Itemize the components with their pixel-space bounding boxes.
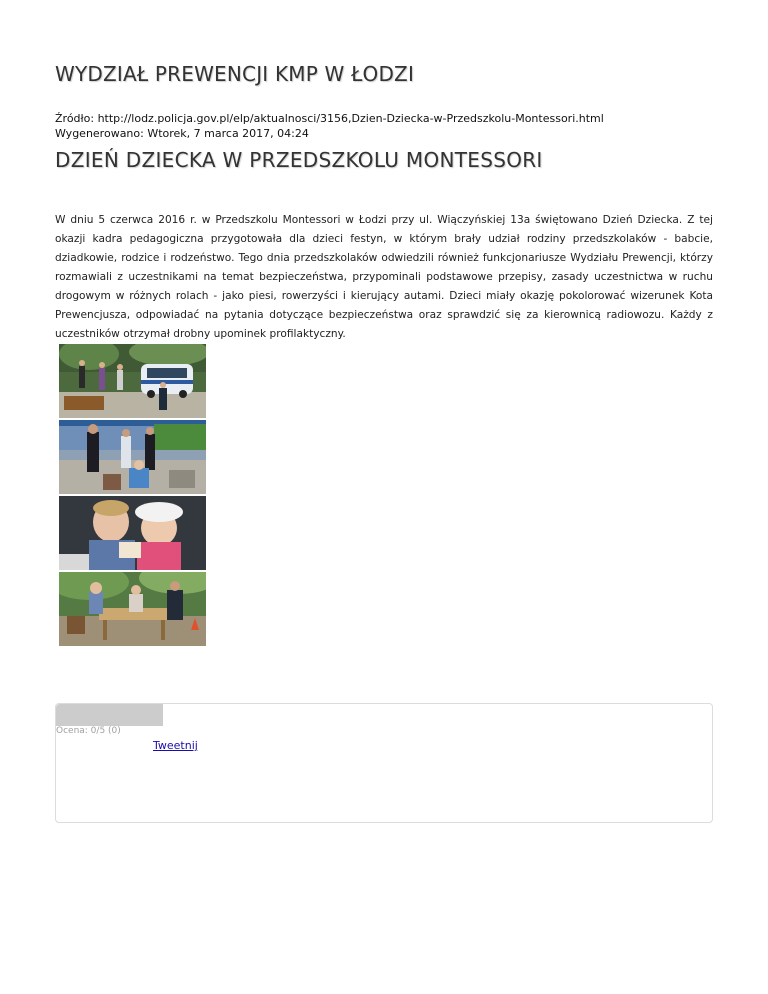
photo-gallery [59, 344, 206, 648]
photo-police-car-festival[interactable] [59, 344, 206, 418]
source-info [55, 111, 604, 141]
article-title: DZIEŃ DZIECKA W PRZEDSZKOLU MONTESSORI [55, 148, 543, 172]
photo-children-close-up[interactable] [59, 496, 206, 570]
photo-officers-with-children-image [59, 420, 206, 494]
site-title: WYDZIAŁ PREWENCJI KMP W ŁODZI [55, 62, 415, 86]
photo-children-close-up-image [59, 496, 206, 570]
photo-officers-with-children[interactable] [59, 420, 206, 494]
rating-label: Ocena: 0/5 (0) [56, 726, 121, 736]
generated-date: Wygenerowano: Wtorek, 7 marca 2017, 04:24 [55, 127, 309, 140]
source-url: Źródło: http://lodz.policja.gov.pl/elp/aktualnosci/3156,Dzien-Dziecka-w-Przedszkolu-Montessori.html [55, 112, 604, 125]
rating-panel [55, 703, 713, 823]
photo-children-coloring-table-image [59, 572, 206, 646]
photo-police-car-festival-image [59, 344, 206, 418]
photo-children-coloring-table[interactable] [59, 572, 206, 646]
article-body: W dniu 5 czerwca 2016 r. w Przedszkolu Montessori w Łodzi przy ul. Wiączyńskiej 13a świętowano Dzień Dziecka. Z tej okazji kadra pedagogiczna przygotowała dla dzieci festyn, w którym brały udział rodziny przedszkolaków - babcie, dziadkowie, rodzice i rodzeństwo. Tego dnia przedszkolaków odwiedzili również funkcjonariusze Wydziału Prewencji, którzy rozmawiali z uczestnikami na temat bezpieczeństwa, przypominali podstawowe przepisy, zasady uczestnictwa w ruchu drogowym w różnych rolach - jako piesi, rowerzyści i kierujący autami. Dzieci miały okazję pokolorować wizerunek Kota Prewencjusza, odpowiadać na pytania dotyczące bezpieczeństwa oraz sprawdzić się za kierownicą radiowozu. Każdy z uczestników otrzymał drobny upominek profilaktyczny. [55, 214, 713, 340]
rating-stars-bar[interactable] [56, 704, 163, 726]
tweet-link[interactable]: Tweetnij [153, 739, 198, 752]
